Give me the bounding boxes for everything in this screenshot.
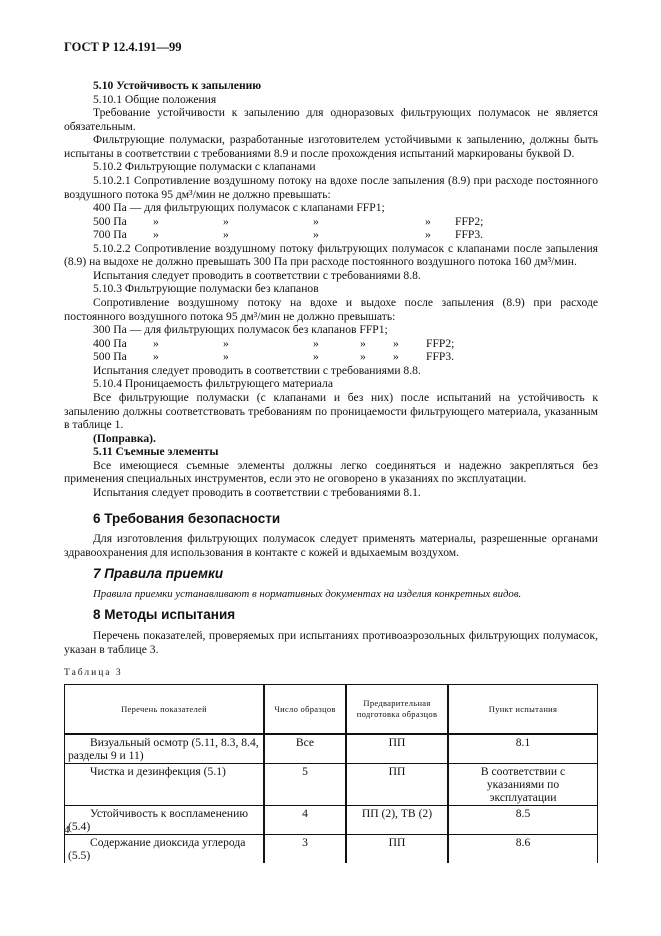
table-cell: ПП bbox=[346, 764, 448, 806]
paragraph: Все имеющиеся съемные элементы должны легко соединяться и надежно закрепляться без применения специальных инструментов, если это не оговорено в указаниях по эксплуатации. bbox=[64, 458, 598, 486]
list-text: 700 Па bbox=[93, 228, 127, 242]
page-number: 4 bbox=[64, 824, 70, 836]
list-class: FFP2; bbox=[455, 214, 484, 228]
ditto: » bbox=[223, 214, 229, 228]
table-caption: Таблица 3 bbox=[64, 668, 123, 678]
ditto: » bbox=[393, 350, 399, 364]
table-row bbox=[65, 806, 598, 835]
paragraph: Испытания следует проводить в соответствии с требованиями 8.1. bbox=[93, 485, 421, 499]
table-cell: Все bbox=[264, 734, 346, 764]
ditto: » bbox=[153, 350, 159, 364]
subsection-title: 5.10.1 Общие положения bbox=[93, 92, 217, 106]
section-5-10 bbox=[64, 79, 598, 499]
ditto: » bbox=[425, 214, 431, 228]
section-heading-6: 6 Требования безопасности bbox=[93, 511, 281, 526]
list-class: FFP3. bbox=[455, 228, 484, 242]
table-cell: Чистка и дезинфекция (5.1) bbox=[65, 764, 265, 806]
subsection-title: 5.10.3 Фильтрующие полумаски без клапанов bbox=[93, 282, 319, 296]
column-header: Перечень показателей bbox=[65, 685, 265, 735]
ditto: » bbox=[153, 228, 159, 242]
table-cell: 8.5 bbox=[448, 806, 598, 835]
ditto: » bbox=[313, 214, 319, 228]
table-cell: Содержание диоксида углерода (5.5) bbox=[65, 835, 265, 864]
table-cell: ПП (2), ТВ (2) bbox=[346, 806, 448, 835]
list-class: FFP3. bbox=[426, 350, 455, 364]
ditto: » bbox=[393, 336, 399, 350]
ditto: » bbox=[313, 336, 319, 350]
paragraph: Правила приемки устанавливают в нормативных документах на изделия конкретных видов. bbox=[93, 588, 522, 600]
section-title: 5.10 Устойчивость к запылению bbox=[93, 79, 262, 92]
ditto: » bbox=[360, 336, 366, 350]
column-header: Число образцов bbox=[264, 685, 346, 735]
list-text: 400 Па bbox=[93, 336, 127, 350]
column-header: Пункт испытания bbox=[448, 685, 598, 735]
list-item bbox=[64, 350, 598, 364]
ditto: » bbox=[313, 350, 319, 364]
ditto: » bbox=[313, 228, 319, 242]
paragraph: Фильтрующие полумаски, разработанные изготовителем устойчивыми к запылению, должны быть испытаны в соответствии с требованиями 8.9 и после прохождения испытаний маркированы буквой D. bbox=[64, 133, 598, 160]
table-row bbox=[65, 835, 598, 864]
table-cell: ПП bbox=[346, 835, 448, 864]
list-item bbox=[64, 215, 598, 229]
table-row bbox=[65, 764, 598, 806]
list-item bbox=[64, 323, 598, 337]
table-cell: Устойчивость к воспламенению (5.4) bbox=[65, 806, 265, 835]
table-cell: 4 bbox=[264, 806, 346, 835]
list-item bbox=[64, 201, 598, 215]
section-heading-8: 8 Методы испытания bbox=[93, 607, 236, 622]
document-header: ГОСТ Р 12.4.191—99 bbox=[64, 40, 182, 54]
list-text: 500 Па bbox=[93, 214, 127, 228]
table-cell: ПП bbox=[346, 734, 448, 764]
table-cell: 5 bbox=[264, 764, 346, 806]
ditto: » bbox=[360, 350, 366, 364]
table-header-row bbox=[65, 685, 598, 735]
subsection-title: 5.10.2 Фильтрующие полумаски с клапанами bbox=[93, 160, 316, 174]
paragraph: Требование устойчивости к запылению для одноразовых фильтрующих полумасок не является обязательным. bbox=[64, 106, 598, 133]
list-item bbox=[64, 337, 598, 351]
paragraph: Испытания следует проводить в соответствии с требованиями 8.8. bbox=[93, 363, 421, 377]
table-cell: 3 bbox=[264, 835, 346, 864]
paragraph: 5.10.2.1 Сопротивление воздушному потоку на вдохе после запыления (8.9) при расходе постоянного воздушного потока 95 дм³/мин не должно превышать: bbox=[64, 173, 598, 201]
list-text: 400 Па — для фильтрующих полумасок с клапанами FFP1; bbox=[93, 201, 385, 215]
paragraph: 5.10.2.2 Сопротивление воздушному потоку фильтрующих полумасок с клапанами после запыления (8.9) на выдохе не должно превышать 300 Па при расходе постоянного воздушного потока 160 дм³/мин. bbox=[64, 241, 598, 269]
ditto: » bbox=[223, 228, 229, 242]
list-class: FFP2; bbox=[426, 336, 455, 350]
amendment-note: (Поправка). bbox=[93, 431, 156, 445]
column-header: Предварительная подготовка образцов bbox=[346, 685, 448, 735]
table-cell: В соответствии с указаниями по эксплуатации bbox=[448, 764, 598, 806]
subsection-title: 5.10.4 Проницаемость фильтрующего материала bbox=[93, 377, 333, 391]
section-title: 5.11 Съемные элементы bbox=[93, 445, 219, 459]
ditto: » bbox=[153, 336, 159, 350]
paragraph: Испытания следует проводить в соответствии с требованиями 8.8. bbox=[93, 268, 421, 282]
ditto: » bbox=[223, 350, 229, 364]
paragraph: Перечень показателей, проверяемых при испытаниях противоаэрозольных фильтрующих полумасок, указан в таблице 3. bbox=[64, 629, 598, 656]
ditto: » bbox=[153, 214, 159, 228]
list-item bbox=[64, 228, 598, 242]
paragraph: Все фильтрующие полумаски (с клапанами и без них) после испытаний на устойчивость к запылению должны соответствовать требованиям по проницаемости фильтрующего материала, указанным в таблице 1. bbox=[64, 390, 598, 432]
section-heading-7: 7 Правила приемки bbox=[93, 566, 224, 581]
ditto: » bbox=[223, 336, 229, 350]
table-3 bbox=[64, 684, 598, 863]
table-cell: Визуальный осмотр (5.11, 8.3, 8.4, разделы 9 и 11) bbox=[65, 734, 265, 764]
paragraph: Сопротивление воздушному потоку на вдохе и выдохе после запыления (8.9) при расходе постоянного воздушного потока 95 дм³/мин не должно превышать: bbox=[64, 296, 598, 323]
list-text: 300 Па — для фильтрующих полумасок без клапанов FFP1; bbox=[93, 323, 388, 337]
list-text: 500 Па bbox=[93, 350, 127, 364]
table-cell: 8.1 bbox=[448, 734, 598, 764]
table-cell: 8.6 bbox=[448, 835, 598, 864]
table-row bbox=[65, 734, 598, 764]
paragraph: Для изготовления фильтрующих полумасок следует применять материалы, разрешенные органами здравоохранения для использования в контакте с кожей и вдыхаемым воздухом. bbox=[64, 532, 598, 559]
ditto: » bbox=[425, 228, 431, 242]
